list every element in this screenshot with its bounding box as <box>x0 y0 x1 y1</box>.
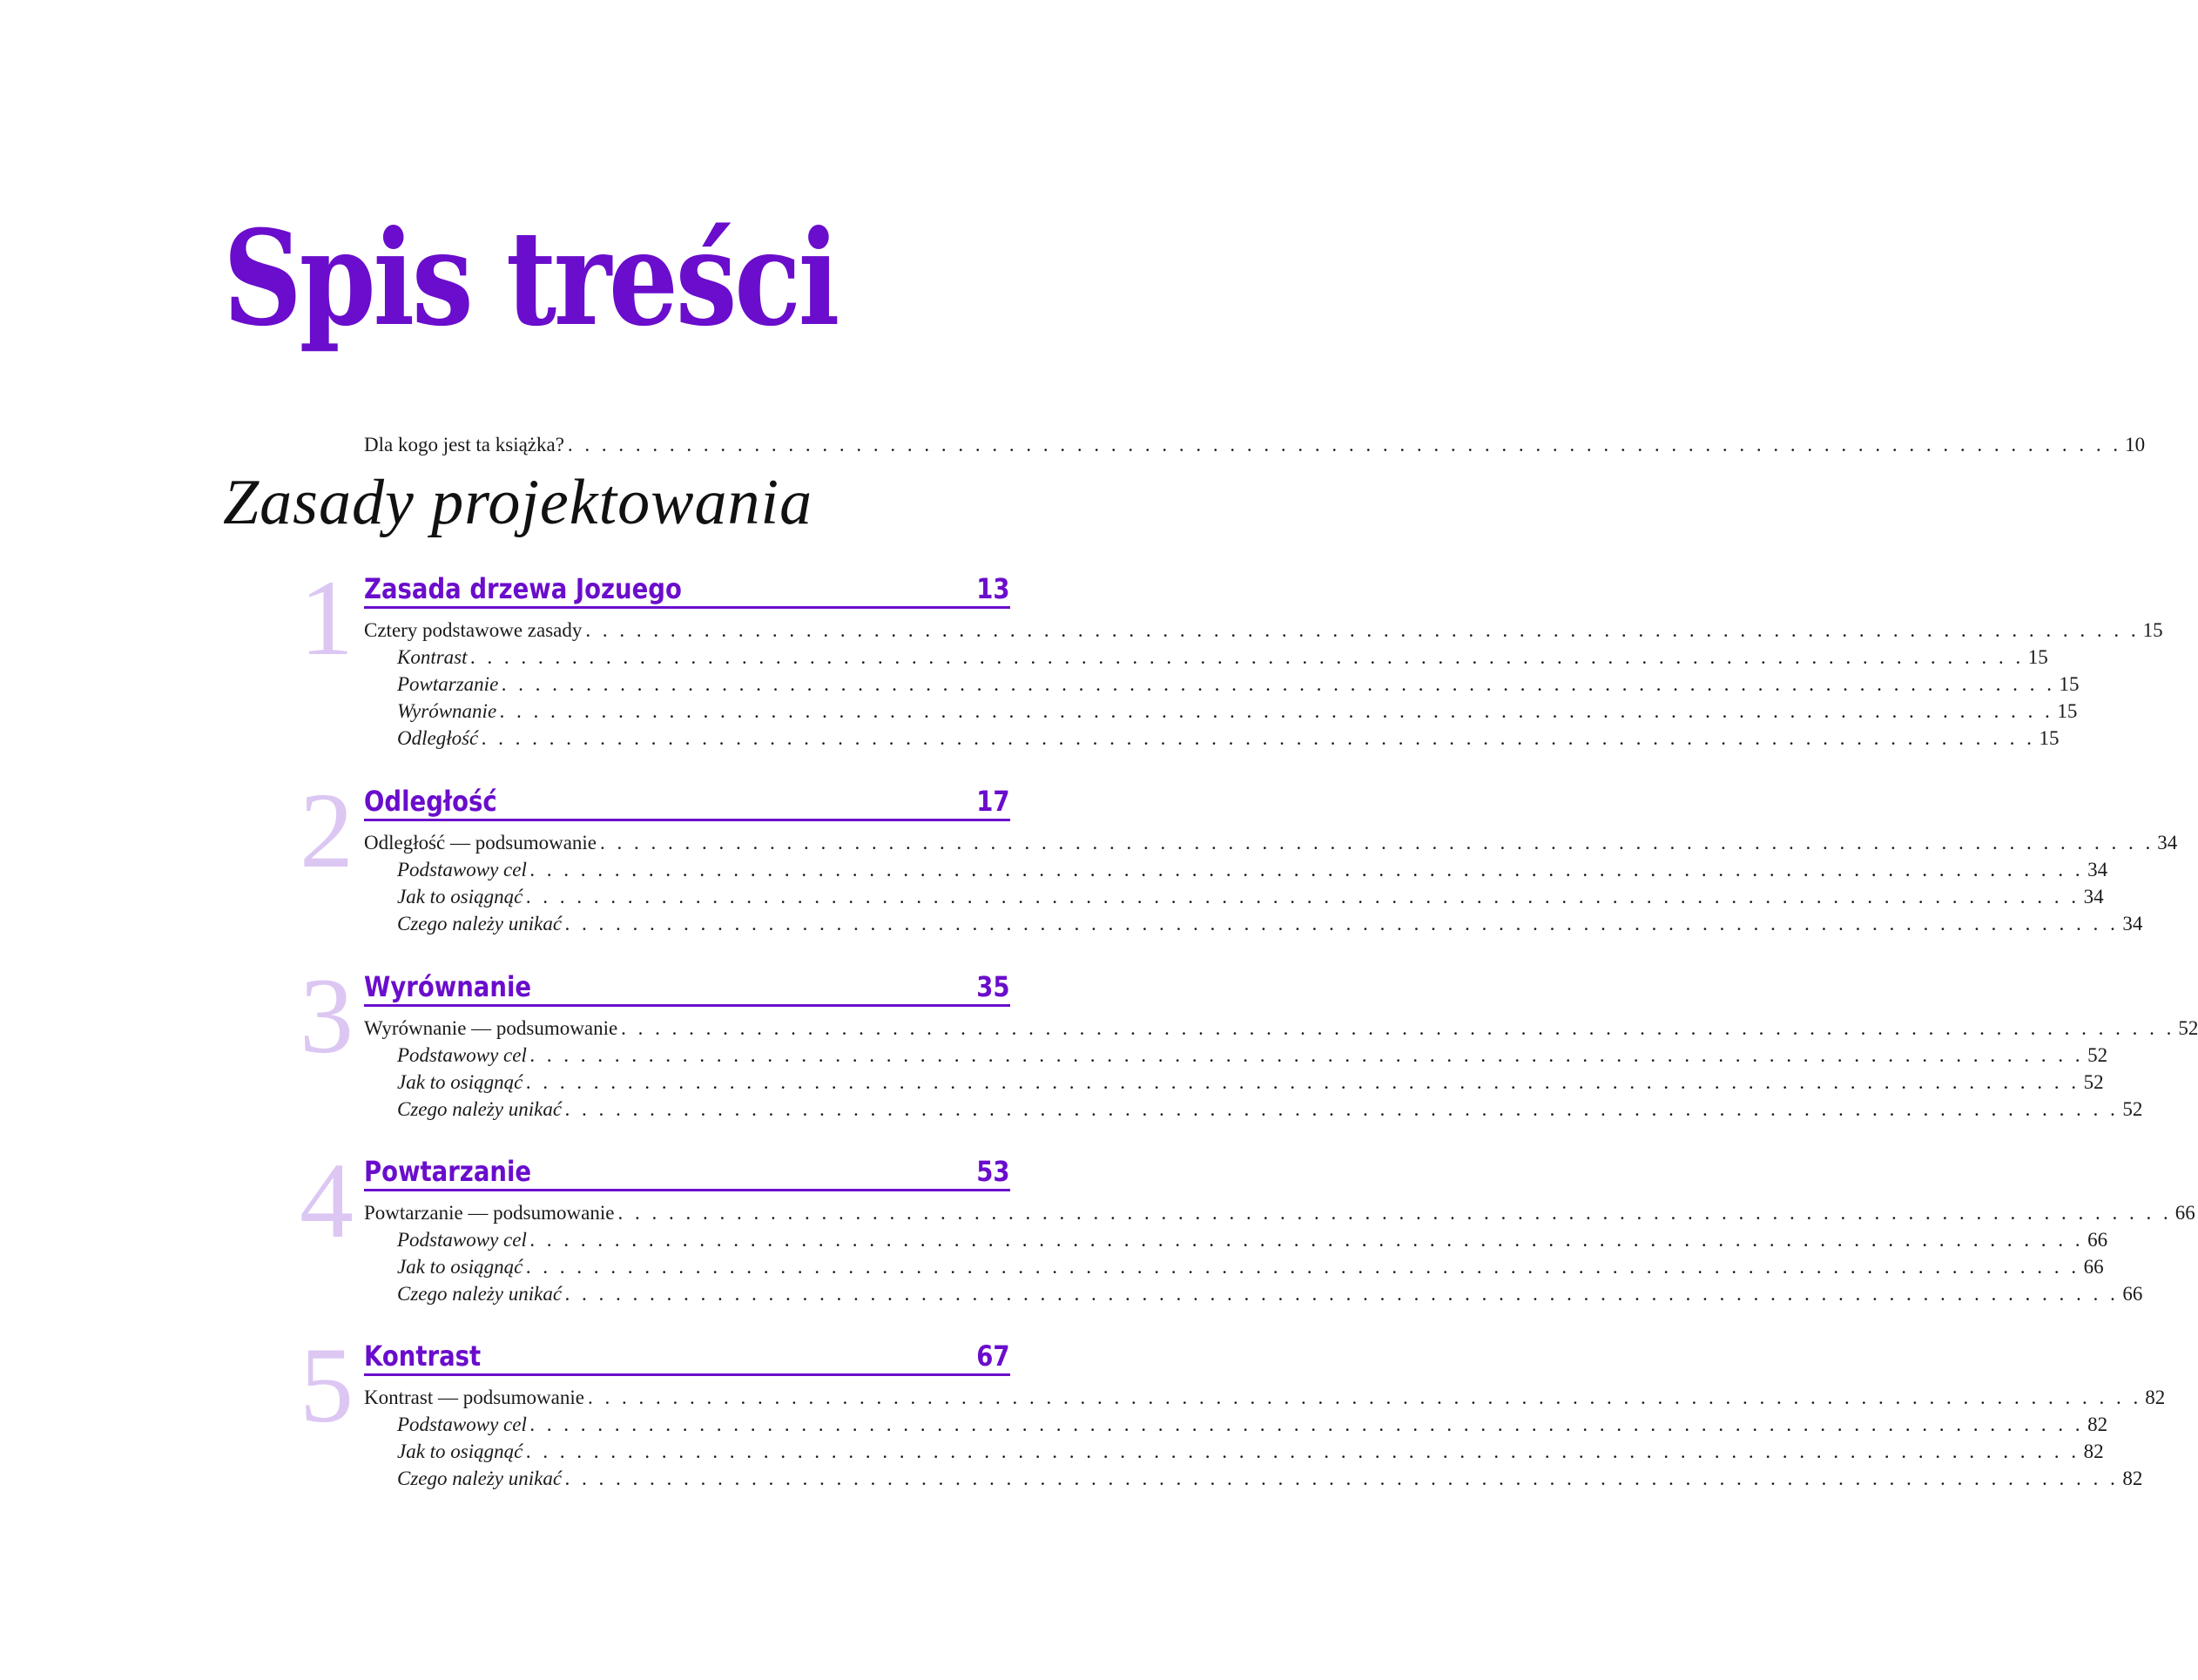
toc-entry-label: Podstawowy cel <box>397 859 527 880</box>
dot-leader: . . . . . . . . . . . . . . . . . . . . . . . . . . . . . . . . . . . . . . . . . . . . . . . . . . . . . . . . . . . . . . . . . . . . . . . . . . . . . . . . . . . . . . . . . . . . <box>565 1098 2120 1120</box>
dot-leader: . . . . . . . . . . . . . . . . . . . . . . . . . . . . . . . . . . . . . . . . . . . . . . . . . . . . . . . . . . . . . . . . . . . . . . . . . . . . . . . . . . . . . . . . . . . . <box>529 1044 2085 1066</box>
chapter-heading[interactable] <box>364 783 1010 821</box>
toc-subentry[interactable] <box>397 1069 2104 1096</box>
dot-leader: . . . . . . . . . . . . . . . . . . . . . . . . . . . . . . . . . . . . . . . . . . . . . . . . . . . . . . . . . . . . . . . . . . . . . . . . . . . . . . . . . . . . . . . . . . . . <box>526 1256 2080 1278</box>
dot-leader: . . . . . . . . . . . . . . . . . . . . . . . . . . . . . . . . . . . . . . . . . . . . . . . . . . . . . . . . . . . . . . . . . . . . . . . . . . . . . . . . . . . . . . . . . . . . <box>565 1283 2120 1305</box>
chapter-page: 53 <box>976 1155 1010 1188</box>
toc-entry-page: 34 <box>2083 886 2104 907</box>
chapter-number: 5 <box>300 1326 354 1445</box>
part-title: Zasady projektowania <box>223 467 813 538</box>
toc-entry-page: 66 <box>2174 1202 2195 1224</box>
toc-entry-page: 52 <box>2083 1071 2104 1093</box>
toc-subentry[interactable] <box>397 1096 2143 1123</box>
dot-leader: . . . . . . . . . . . . . . . . . . . . . . . . . . . . . . . . . . . . . . . . . . . . . . . . . . . . . . . . . . . . . . . . . . . . . . . . . . . . . . . . . . . . . . . . . . . . <box>529 1413 2085 1435</box>
toc-subentry[interactable] <box>397 883 2104 911</box>
toc-subentry[interactable] <box>397 1438 2104 1466</box>
toc-entry-label: Jak to osiągnąć <box>397 1256 523 1278</box>
toc-entry[interactable] <box>364 1384 2166 1412</box>
toc-entry-page: 34 <box>2087 859 2108 880</box>
dot-leader: . . . . . . . . . . . . . . . . . . . . . . . . . . . . . . . . . . . . . . . . . . . . . . . . . . . . . . . . . . . . . . . . . . . . . . . . . . . . . . . . . . . . . . . . . . . . <box>526 1440 2080 1462</box>
toc-entry-label: Odległość — podsumowanie <box>364 832 597 853</box>
toc-entry-page: 82 <box>2087 1413 2108 1435</box>
chapter-heading[interactable] <box>364 570 1010 609</box>
chapter-page: 35 <box>976 970 1010 1003</box>
toc-entry-page: 82 <box>2083 1440 2104 1462</box>
toc-subentry[interactable] <box>397 1465 2143 1493</box>
dot-leader: . . . . . . . . . . . . . . . . . . . . . . . . . . . . . . . . . . . . . . . . . . . . . . . . . . . . . . . . . . . . . . . . . . . . . . . . . . . . . . . . . . . . . . . . . . . . <box>502 673 2056 695</box>
chapter-number: 4 <box>300 1141 354 1260</box>
dot-leader: . . . . . . . . . . . . . . . . . . . . . . . . . . . . . . . . . . . . . . . . . . . . . . . . . . . . . . . . . . . . . . . . . . . . . . . . . . . . . . . . . . . . . . . . . . . . <box>529 859 2085 880</box>
chapter-page: 17 <box>976 785 1010 818</box>
toc-entry-label: Cztery podstawowe zasady <box>364 619 583 641</box>
toc-entry-page: 52 <box>2178 1017 2198 1039</box>
toc-subentry[interactable] <box>397 725 2060 752</box>
chapter-title: Kontrast <box>364 1339 482 1373</box>
chapter-number: 2 <box>300 771 354 890</box>
toc-entry-page: 66 <box>2083 1256 2104 1278</box>
toc-entry[interactable] <box>364 617 2163 644</box>
toc-entry-label: Odległość <box>397 727 479 749</box>
toc-entry-label: Podstawowy cel <box>397 1044 527 1066</box>
toc-entry-label: Czego należy unikać <box>397 1098 563 1120</box>
toc-entry-label: Jak to osiągnąć <box>397 1440 523 1462</box>
toc-entry-label: Wyrównanie <box>397 700 497 722</box>
chapter-number: 3 <box>300 956 354 1076</box>
toc-subentry[interactable] <box>397 698 2078 725</box>
toc-subentry[interactable] <box>397 644 2048 671</box>
dot-leader: . . . . . . . . . . . . . . . . . . . . . . . . . . . . . . . . . . . . . . . . . . . . . . . . . . . . . . . . . . . . . . . . . . . . . . . . . . . . . . . . . . . . . . . . . . . . <box>500 700 2054 722</box>
dot-leader: . . . . . . . . . . . . . . . . . . . . . . . . . . . . . . . . . . . . . . . . . . . . . . . . . . . . . . . . . . . . . . . . . . . . . . . . . . . . . . . . . . . . . . . . . . . . <box>585 619 2140 641</box>
dot-leader: . . . . . . . . . . . . . . . . . . . . . . . . . . . . . . . . . . . . . . . . . . . . . . . . . . . . . . . . . . . . . . . . . . . . . . . . . . . . . . . . . . . . . . . . . . . . <box>470 646 2025 668</box>
dot-leader: . . . . . . . . . . . . . . . . . . . . . . . . . . . . . . . . . . . . . . . . . . . . . . . . . . . . . . . . . . . . . . . . . . . . . . . . . . . . . . . . . . . . . . . . . . . . <box>617 1202 2172 1224</box>
toc-entry-label: Dla kogo jest ta książka? <box>364 434 564 455</box>
toc-entry-page: 15 <box>2057 700 2078 722</box>
chapter-heading[interactable] <box>364 1338 1010 1376</box>
chapter-heading[interactable] <box>364 968 1010 1007</box>
chapter-number: 1 <box>300 558 354 678</box>
toc-subentry[interactable] <box>397 1226 2108 1254</box>
toc-entry-page: 82 <box>2145 1387 2166 1408</box>
chapter-title: Zasada drzewa Jozuego <box>364 572 682 605</box>
chapter-page: 13 <box>976 572 1010 605</box>
dot-leader: . . . . . . . . . . . . . . . . . . . . . . . . . . . . . . . . . . . . . . . . . . . . . . . . . . . . . . . . . . . . . . . . . . . . . . . . . . . . . . . . . . . . . . . . . . . . <box>526 886 2080 907</box>
chapter-heading[interactable] <box>364 1153 1010 1191</box>
toc-entry-page: 52 <box>2122 1098 2143 1120</box>
toc-subentry[interactable] <box>397 910 2143 938</box>
toc-entry-page: 52 <box>2087 1044 2108 1066</box>
dot-leader: . . . . . . . . . . . . . . . . . . . . . . . . . . . . . . . . . . . . . . . . . . . . . . . . . . . . . . . . . . . . . . . . . . . . . . . . . . . . . . . . . . . . . . . . . . . . <box>529 1229 2085 1251</box>
toc-subentry[interactable] <box>397 1280 2143 1308</box>
dot-leader: . . . . . . . . . . . . . . . . . . . . . . . . . . . . . . . . . . . . . . . . . . . . . . . . . . . . . . . . . . . . . . . . . . . . . . . . . . . . . . . . . . . . . . . . . . . . <box>526 1071 2080 1093</box>
toc-entry-page: 34 <box>2122 913 2143 934</box>
toc-entry-label: Czego należy unikać <box>397 1467 563 1489</box>
dot-leader: . . . . . . . . . . . . . . . . . . . . . . . . . . . . . . . . . . . . . . . . . . . . . . . . . . . . . . . . . . . . . . . . . . . . . . . . . . . . . . . . . . . . . . . . . . . . <box>587 1387 2142 1408</box>
toc-entry-page: 15 <box>2142 619 2163 641</box>
toc-entry[interactable] <box>364 1015 2198 1042</box>
toc-entry-label: Powtarzanie — podsumowanie <box>364 1202 615 1224</box>
toc-entry-page: 66 <box>2122 1283 2143 1305</box>
toc-entry-label: Podstawowy cel <box>397 1229 527 1251</box>
chapter-page: 67 <box>976 1339 1010 1373</box>
toc-entry-page: 10 <box>2125 434 2146 455</box>
toc-entry-label: Wyrównanie — podsumowanie <box>364 1017 618 1039</box>
dot-leader: . . . . . . . . . . . . . . . . . . . . . . . . . . . . . . . . . . . . . . . . . . . . . . . . . . . . . . . . . . . . . . . . . . . . . . . . . . . . . . . . . . . . . . . . . . . . <box>565 913 2120 934</box>
chapter-title: Wyrównanie <box>364 970 532 1003</box>
toc-subentry[interactable] <box>397 1253 2104 1281</box>
dot-leader: . . . . . . . . . . . . . . . . . . . . . . . . . . . . . . . . . . . . . . . . . . . . . . . . . . . . . . . . . . . . . . . . . . . . . . . . . . . . . . . . . . . . . . . . . . . . <box>600 832 2154 853</box>
chapter-title: Odległość <box>364 785 497 818</box>
toc-entry-page: 15 <box>2059 673 2080 695</box>
chapter-title: Powtarzanie <box>364 1155 532 1188</box>
dot-leader: . . . . . . . . . . . . . . . . . . . . . . . . . . . . . . . . . . . . . . . . . . . . . . . . . . . . . . . . . . . . . . . . . . . . . . . . . . . . . . . . . . . . . . . . . . . . <box>482 727 2036 749</box>
toc-entry-page: 34 <box>2157 832 2178 853</box>
dot-leader: . . . . . . . . . . . . . . . . . . . . . . . . . . . . . . . . . . . . . . . . . . . . . . . . . . . . . . . . . . . . . . . . . . . . . . . . . . . . . . . . . . . . . . . . . . . . <box>567 434 2122 455</box>
toc-entry-page: 15 <box>2039 727 2060 749</box>
toc-entry-label: Jak to osiągnąć <box>397 886 523 907</box>
toc-entry-label: Kontrast <box>397 646 468 668</box>
toc-entry-label: Czego należy unikać <box>397 1283 563 1305</box>
toc-entry[interactable] <box>364 829 2178 857</box>
toc-entry-page: 82 <box>2122 1467 2143 1489</box>
toc-subentry[interactable] <box>397 1042 2108 1069</box>
dot-leader: . . . . . . . . . . . . . . . . . . . . . . . . . . . . . . . . . . . . . . . . . . . . . . . . . . . . . . . . . . . . . . . . . . . . . . . . . . . . . . . . . . . . . . . . . . . . <box>621 1017 2175 1039</box>
toc-entry-intro[interactable] <box>364 431 2146 459</box>
toc-entry-label: Czego należy unikać <box>397 913 563 934</box>
page-title: Spis treści <box>223 202 838 355</box>
toc-entry-label: Jak to osiągnąć <box>397 1071 523 1093</box>
dot-leader: . . . . . . . . . . . . . . . . . . . . . . . . . . . . . . . . . . . . . . . . . . . . . . . . . . . . . . . . . . . . . . . . . . . . . . . . . . . . . . . . . . . . . . . . . . . . <box>565 1467 2120 1489</box>
toc-entry[interactable] <box>364 1199 2195 1227</box>
toc-entry-page: 15 <box>2027 646 2048 668</box>
toc-subentry[interactable] <box>397 671 2080 698</box>
toc-subentry[interactable] <box>397 1411 2108 1439</box>
toc-entry-label: Kontrast — podsumowanie <box>364 1387 584 1408</box>
toc-entry-label: Podstawowy cel <box>397 1413 527 1435</box>
toc-entry-label: Powtarzanie <box>397 673 499 695</box>
toc-entry-page: 66 <box>2087 1229 2108 1251</box>
toc-subentry[interactable] <box>397 856 2108 884</box>
